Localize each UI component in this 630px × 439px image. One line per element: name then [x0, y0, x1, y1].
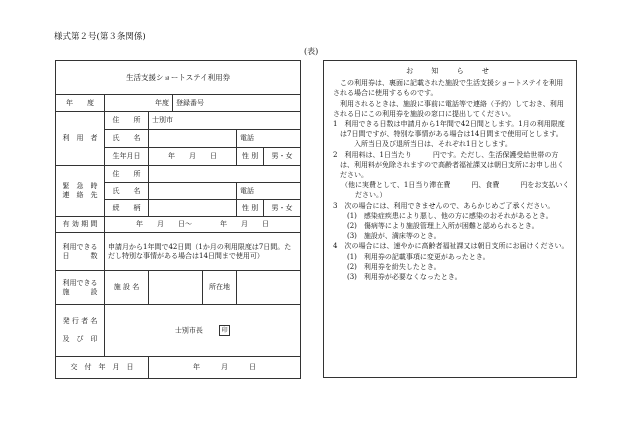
emergency-address-label: 住 所 — [105, 166, 149, 183]
notice-title: お 知 ら せ — [406, 67, 497, 75]
facility-name-label: 施 設 名 — [105, 271, 149, 305]
issuer-field — [105, 305, 301, 357]
side-label: (表) — [304, 47, 319, 56]
year-label: 年 度 — [56, 95, 105, 112]
dob-label: 生年月日 — [105, 148, 149, 166]
notice-item-4-sub: (1) 利用券の記載事項に変更があったとき。 — [347, 252, 490, 261]
valid-period-field[interactable]: 年 月 日～ 年 月 日 — [105, 217, 301, 233]
user-label: 利 用 者 — [56, 112, 105, 166]
notice-item-3-sub: (3) 施設が、満床等のとき。 — [347, 232, 441, 241]
form-title: 生活支援ショートステイ利用券 — [56, 61, 301, 95]
emergency-phone-label: 電話 — [240, 186, 254, 195]
user-name-field[interactable] — [149, 130, 237, 148]
facility-section-label: 利用できる 施 設 — [56, 271, 105, 305]
year-field[interactable]: 年度 — [105, 95, 173, 112]
emergency-sex-field[interactable]: 男・女 — [264, 200, 301, 217]
user-address-label: 住 所 — [105, 112, 149, 130]
location-field[interactable] — [237, 271, 301, 305]
form-id: 様式第２号(第３条関係) — [54, 32, 146, 42]
reg-no-label: 登録番号 — [176, 98, 204, 107]
notice-item-2: 2 利用料は、1日当たり 円です。ただし、生活保護受給世帯の方は、利用料が免除されますので高齢者福祉課又は朝日支所にお申し出ください。 — [333, 150, 564, 180]
sex-label: 性 別 — [237, 148, 264, 166]
dob-field[interactable]: 年 月 日 — [149, 148, 237, 166]
official-seal-icon: 印 — [219, 325, 230, 336]
emergency-name-field[interactable] — [149, 183, 237, 200]
relation-field[interactable] — [149, 200, 237, 217]
emergency-phone-field[interactable] — [237, 183, 301, 200]
user-name-label: 氏 名 — [105, 130, 149, 148]
notice-intro-2: 利用されるときは、施設に事前に電話等で連絡（予約）しておき、利用される日にこの利用券を施設の窓口に提出してください。 — [333, 99, 564, 118]
notice-item-3-sub: (1) 感染症疾患により悪し、他の方に感染のおそれがあるとき。 — [347, 211, 553, 220]
ticket-form — [55, 60, 301, 379]
notice-item-4-sub: (2) 利用券を紛失したとき。 — [347, 262, 441, 271]
notice-item-3: 3 次の場合には、利用できませんので、あらかじめご了承ください。 — [333, 201, 555, 210]
emergency-sex-label: 性 別 — [237, 200, 264, 217]
notice-item-4: 4 次の場合には、速やかに高齢者福祉課又は朝日支所にお届けください。 — [333, 242, 569, 251]
issue-date-field[interactable]: 年 月 日 — [149, 357, 301, 379]
emergency-address-field[interactable] — [149, 166, 301, 183]
notice-item-1: 1 利用できる日数は申請月から1年間で42日間とします。1月の利用限度は7日間ですが、特別な事情がある場合は14日間まで使用可とします。 — [333, 120, 565, 139]
notice-item-1-note: 入所当日及び退所当日は、それぞれ1日とします。 — [354, 140, 512, 149]
emergency-name-label: 氏 名 — [105, 183, 149, 200]
notice-panel — [323, 60, 577, 378]
available-days-text: 申請月から1年間で42日間（1か月の利用限度は7日間。ただし特別な事情がある場合は14日間まで使用可） — [105, 233, 301, 271]
issue-date-label: 交 付 年 月 日 — [56, 357, 149, 379]
available-days-label: 利用できる 日 数 — [56, 233, 105, 271]
issuer-label: 発 行 者 名 及 び 印 — [56, 305, 105, 357]
user-phone-field[interactable] — [237, 130, 301, 148]
issuer-name: 士別市長 — [174, 326, 203, 335]
facility-name-field[interactable] — [149, 271, 203, 305]
notice-item-2-note: （他に実費として、1日当り滞在費 円、食費 円をお支払いください。） — [341, 181, 570, 200]
sex-field[interactable]: 男・女 — [264, 148, 301, 166]
reg-no-field[interactable] — [173, 95, 301, 112]
relation-label: 続 柄 — [105, 200, 149, 217]
user-address-field[interactable]: 士別市 — [149, 112, 301, 130]
location-label: 所在地 — [203, 271, 237, 305]
emergency-contact-label: 緊 急 時 連 絡 先 — [56, 166, 105, 217]
notice-item-4-sub: (3) 利用券が必要なくなったとき。 — [347, 273, 462, 282]
notice-item-3-sub: (2) 傷病等により施設管理上入所が困難と認められるとき。 — [347, 222, 539, 231]
notice-intro-1: この利用券は、裏面に記載された施設で生活支援ショートステイを利用される場合に使用するものです。 — [333, 79, 564, 98]
user-phone-label: 電話 — [240, 134, 254, 143]
valid-period-label: 有 効 期 間 — [56, 217, 105, 233]
